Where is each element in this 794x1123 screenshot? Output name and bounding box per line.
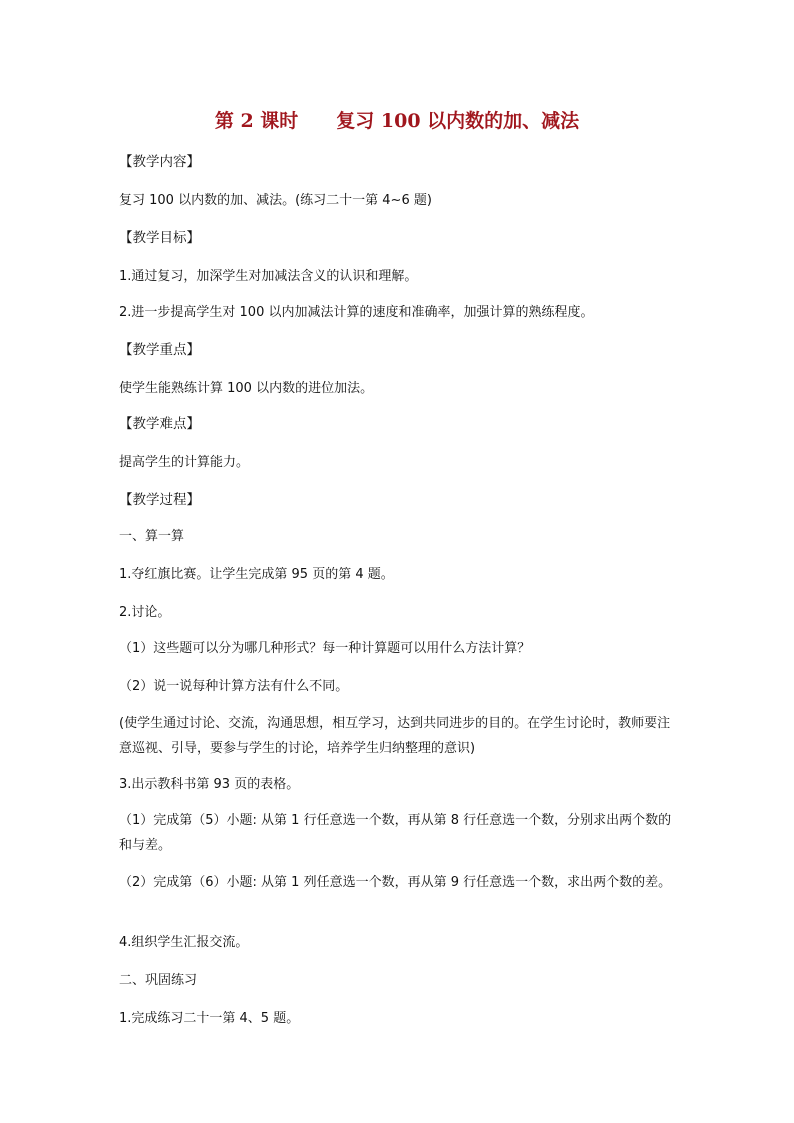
process-step-2-question-2: （2）说一说每种计算方法有什么不同。 [119,679,349,694]
process-part-2-heading: 二、巩固练习 [119,973,198,988]
process-step-1: 1.夺红旗比赛。让学生完成第 95 页的第 4 题。 [119,567,394,582]
process-step-4: 4.组织学生汇报交流。 [119,935,249,950]
practice-step-1: 1.完成练习二十一第 4、5 题。 [119,1011,300,1026]
process-step-3-subtask-2: （2）完成第（6）小题: 从第 1 列任意选一个数，再从第 9 行任意选一个数，求出两个数的差。 [119,875,672,890]
teaching-content-text: 复习 100 以内数的加、减法。(练习二十一第 4~6 题) [119,193,432,208]
process-step-3-subtask-1: （1）完成第（5）小题: 从第 1 行任意选一个数，再从第 8 行任意选一个数，分别求出两个数的和与差。 [119,813,672,853]
goal-item-2: 2.进一步提高学生对 100 以内加减法计算的速度和准确率，加强计算的熟练程度。 [119,305,594,320]
process-step-2-note: (使学生通过讨论、交流，沟通思想，相互学习，达到共同进步的目的。在学生讨论时，教师要注意巡视、引导，要参与学生的讨论，培养学生归纳整理的意识) [119,716,671,756]
key-points-text: 使学生能熟练计算 100 以内数的进位加法。 [119,381,374,396]
section-heading-process: 【教学过程】 [119,492,200,508]
lesson-title: 第 2 课时 复习 100 以内数的加、减法 [214,110,580,132]
section-heading-difficulties: 【教学难点】 [119,416,200,432]
process-step-2-question-1: （1）这些题可以分为哪几种形式？每一种计算题可以用什么方法计算？ [119,641,531,656]
section-heading-teaching-goals: 【教学目标】 [119,230,200,246]
difficulties-text: 提高学生的计算能力。 [119,455,250,470]
goal-item-1: 1.通过复习，加深学生对加减法含义的认识和理解。 [119,269,418,284]
process-step-3: 3.出示教科书第 93 页的表格。 [119,777,300,792]
process-step-2: 2.讨论。 [119,605,171,620]
section-heading-key-points: 【教学重点】 [119,342,200,358]
process-part-1-heading: 一、算一算 [119,529,185,544]
section-heading-teaching-content: 【教学内容】 [119,154,200,170]
